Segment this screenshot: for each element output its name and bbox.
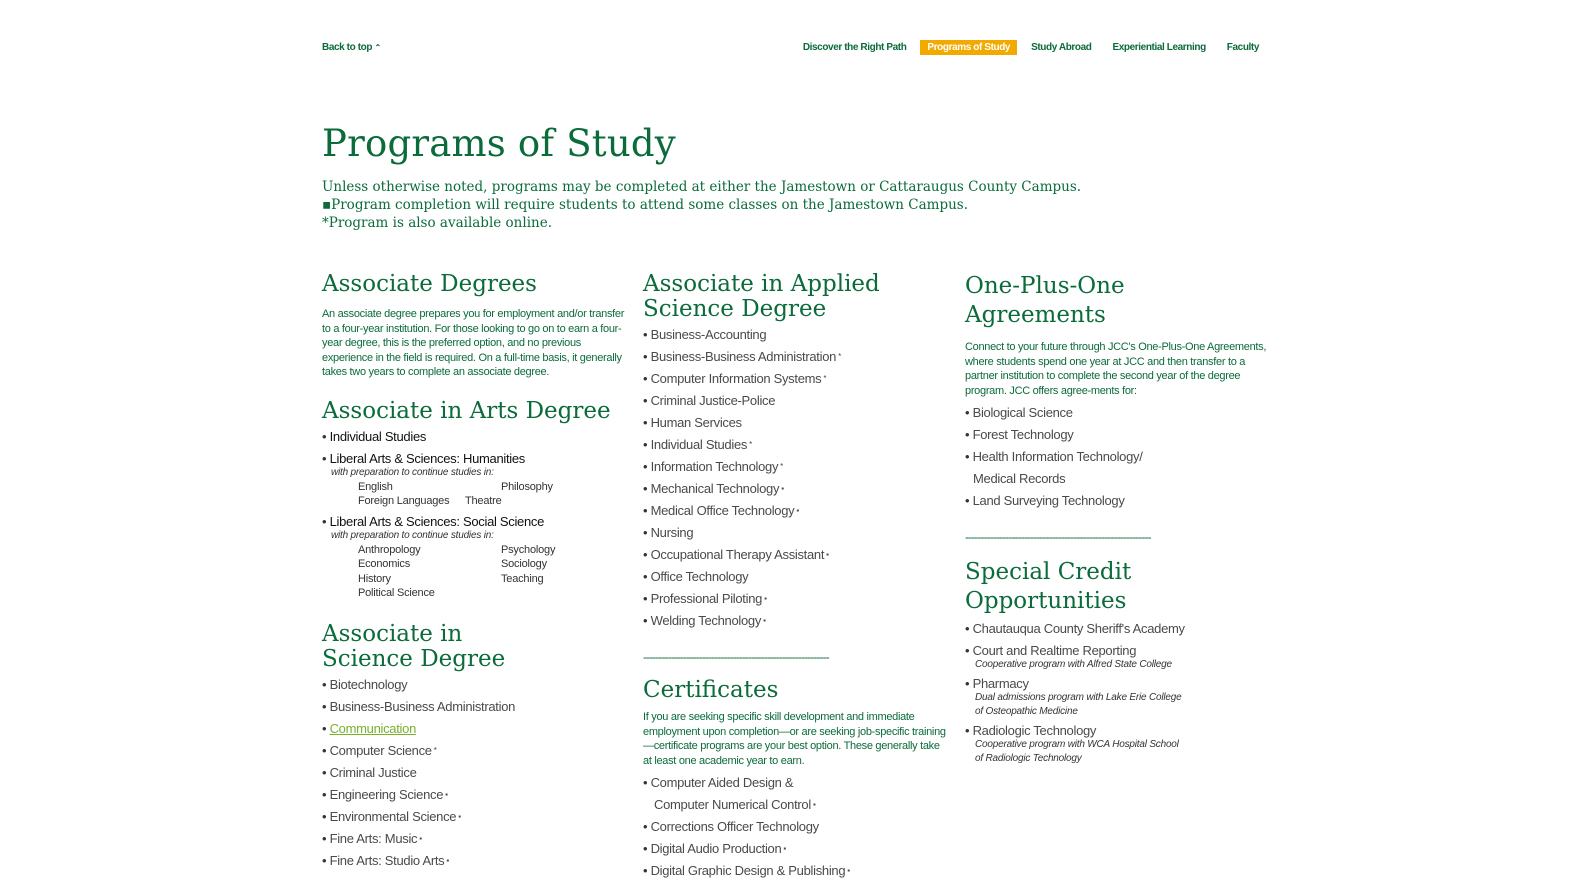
heading-associate-degrees: Associate Degrees [322,271,537,297]
item-label: Welding Technology [650,613,762,628]
heading-line: Science Degree [322,645,506,672]
item-label: Biotechnology [329,676,408,692]
intro-line-campus: Unless otherwise noted, programs may be completed at either the Jamestown or Cattaraugus County Campus. [322,179,1082,195]
list-item[interactable] [643,434,948,456]
jamestown-marker: ▪ [796,506,799,515]
list-item[interactable] [643,860,948,882]
item-label: Human Services [650,415,742,430]
note-line: of Radiologic Technology [975,753,1082,764]
item-label: Business-Accounting [650,327,767,342]
divider: ------------------------------------------------------------ [643,650,829,664]
item-label: Mechanical Technology [650,481,780,496]
list-item[interactable]: • Liberal Arts & Sciences: Social Science [322,511,627,533]
humanities-grid [322,480,627,509]
item-label: Corrections Officer Technology [650,819,819,834]
item-label: Computer Information Systems [650,371,822,386]
associate-degrees-description: An associate degree prepares you for employment and/or transfer to a four-year institution. For those looking to go on to earn a four-year degree, this is the preferred option, and no previous experience in the field is required. On a full-time basis, it generally takes two years to complete an associate degree. [322,308,625,378]
jamestown-marker: ▪ [783,844,786,853]
heading-certificates: Certificates [643,677,779,703]
grid-item: English [358,480,393,493]
list-item[interactable]: • Land Surveying Technology [965,490,1270,512]
grid-item: Psychology [501,543,556,556]
item-label: Computer Science [329,742,432,758]
list-item[interactable] [643,368,948,390]
online-marker: * [823,374,827,383]
heading-special-credit [965,558,1270,616]
item-label: Nursing [650,525,694,540]
list-item-continued[interactable]: Medical Records [973,471,1066,486]
list-item[interactable] [643,566,948,588]
item-label: Environmental Science [329,808,457,824]
grid-item: Theatre [465,495,502,507]
note-line: Cooperative program with WCA Hospital School [975,738,1179,750]
back-to-top-link[interactable] [322,42,381,53]
list-item[interactable] [643,324,948,346]
note-line: of Osteopathic Medicine [975,706,1078,717]
heading-associate-in-science [322,622,627,672]
program-note: Cooperative program with Alfred State College [975,659,1172,670]
top-navigation [322,40,1266,58]
list-item[interactable] [643,390,948,412]
heading-line: Opportunities [965,588,1127,614]
science-program-list [322,674,627,872]
list-item[interactable]: • Pharmacy [965,673,1270,695]
jamestown-marker: ▪ [847,866,850,875]
grid-item: Foreign Languages [358,495,450,507]
chevron-up-icon: ⌃ [374,43,381,52]
grid-item: History [358,572,391,585]
program-note [965,691,1270,720]
grid-item: Sociology [501,558,547,570]
list-item[interactable] [643,522,948,544]
jamestown-marker: ▪ [826,550,829,559]
intro-notes [322,178,1081,232]
online-marker: * [838,352,841,361]
program-note [965,738,1270,767]
online-marker: * [433,745,437,755]
list-item[interactable] [322,740,627,762]
online-marker: * [749,440,752,449]
one-plus-one-description: Connect to your future through JCC's One-Plus-One Agreements, where students spend one year at JCC and then transfer to a partner institution to complete the second year of the degree program. JCC offers agree-ments for: [965,341,1267,397]
list-item[interactable]: • Court and Realtime Reporting [965,640,1270,662]
list-item[interactable]: • Biological Science [965,402,1270,424]
grid-item: Political Science [358,587,435,599]
jamestown-marker: ▪ [763,616,766,625]
item-label: Criminal Justice [329,764,417,780]
column-one-plus-one [965,272,1270,767]
preparation-note: with preparation to continue studies in: [331,466,494,478]
item-label: Computer Aided Design & [650,775,794,790]
jamestown-marker: ▪ [458,811,461,821]
list-item[interactable] [322,718,627,740]
item-label: Medical Office Technology [650,503,795,518]
list-item[interactable]: • Forest Technology [965,424,1270,446]
item-label: Engineering Science [329,786,444,802]
jamestown-marker: ▪ [419,833,422,843]
certificates-description: If you are seeking specific skill development and immediate employment upon completion—or are seeking job-specific training—certificate programs are your best option. These generally take at least one academic year to earn. [643,711,946,767]
item-label: Office Technology [650,569,749,584]
column-associate-degrees [322,272,627,872]
heading-associate-in-applied-science [643,272,948,322]
column-applied-science [643,272,948,882]
list-item[interactable]: • Liberal Arts & Sciences: Humanities [322,448,627,470]
item-label: Business-Business Administration [329,698,516,714]
list-item[interactable] [643,346,948,368]
heading-line: Associate in [322,620,463,647]
list-item[interactable] [322,696,627,718]
program-link[interactable]: Communication [329,720,416,736]
item-label: Computer Numerical Control [654,797,811,812]
heading-line: One-Plus-One [965,273,1125,299]
list-item[interactable]: • Chautauqua County Sheriff's Academy [965,618,1270,640]
list-item[interactable]: • Health Information Technology/ [965,446,1270,468]
list-item[interactable] [322,784,627,806]
preparation-note: with preparation to continue studies in: [331,529,494,541]
jamestown-marker: ▪ [764,594,767,603]
item-label: Fine Arts: Music [329,830,418,846]
nav-study-abroad[interactable]: Study Abroad [1031,42,1092,53]
heading-line: Science Degree [643,296,827,322]
social-science-grid [322,543,627,601]
jamestown-marker: ▪ [446,855,449,865]
list-item[interactable] [322,850,627,872]
list-item[interactable] [643,456,948,478]
item-label: Individual Studies [650,437,748,452]
section-links [789,40,1266,55]
list-item[interactable]: • Radiologic Technology [965,720,1270,742]
page-title: Programs of Study [322,122,676,165]
note-line: Dual admissions program with Lake Erie College [975,691,1182,703]
online-marker: * [780,462,783,471]
heading-line: Associate in Applied [643,271,880,297]
item-label: Professional Piloting [650,591,763,606]
back-to-top-label: Back to top [322,42,373,53]
item-label: Digital Graphic Design & Publishing [650,863,846,878]
item-label: Criminal Justice-Police [650,393,776,408]
list-item[interactable] [643,412,948,434]
list-item[interactable] [643,610,948,632]
item-label: Fine Arts: Studio Arts [329,852,445,868]
intro-line-jamestown: ▪Program completion will require students to attend some classes on the Jamestown Campus. [322,197,969,213]
item-label: Business-Business Administration [650,349,837,364]
list-item[interactable] [322,762,627,784]
item-label: Occupational Therapy Assistant [650,547,825,562]
item-label: Information Technology [650,459,779,474]
item-label: Digital Audio Production [650,841,782,856]
list-item[interactable] [322,674,627,696]
list-item[interactable] [643,816,948,838]
nav-faculty[interactable]: Faculty [1226,42,1259,53]
heading-associate-in-arts: Associate in Arts Degree [322,397,611,424]
list-item[interactable] [643,588,948,610]
heading-line: Agreements [965,302,1106,328]
divider: ------------------------------------------------------------ [965,530,1151,544]
certificate-list [643,816,948,882]
grid-item: Anthropology [358,543,421,556]
heading-one-plus-one [965,272,1270,330]
list-item[interactable] [322,828,627,850]
list-item[interactable] [322,806,627,828]
list-item[interactable] [643,478,948,500]
nav-experiential-learning[interactable]: Experiential Learning [1112,42,1206,53]
nav-programs-of-study[interactable]: Programs of Study [920,40,1017,55]
applied-science-program-list [643,324,948,632]
jamestown-marker: ▪ [781,484,784,493]
nav-discover-the-right-path[interactable]: Discover the Right Path [802,42,907,53]
grid-item: Economics [358,558,410,570]
list-item[interactable] [643,544,948,566]
list-item[interactable] [643,500,948,522]
jamestown-marker: ▪ [812,800,816,809]
list-item-continued[interactable] [643,794,948,816]
intro-line-online: *Program is also available online. [322,215,552,231]
list-item[interactable] [643,838,948,860]
heading-line: Special Credit [965,559,1132,585]
grid-item: Philosophy [501,480,553,493]
grid-item: Teaching [501,572,544,585]
list-item[interactable]: • Individual Studies [322,426,627,448]
list-item[interactable] [643,772,948,794]
jamestown-marker: ▪ [445,789,448,799]
